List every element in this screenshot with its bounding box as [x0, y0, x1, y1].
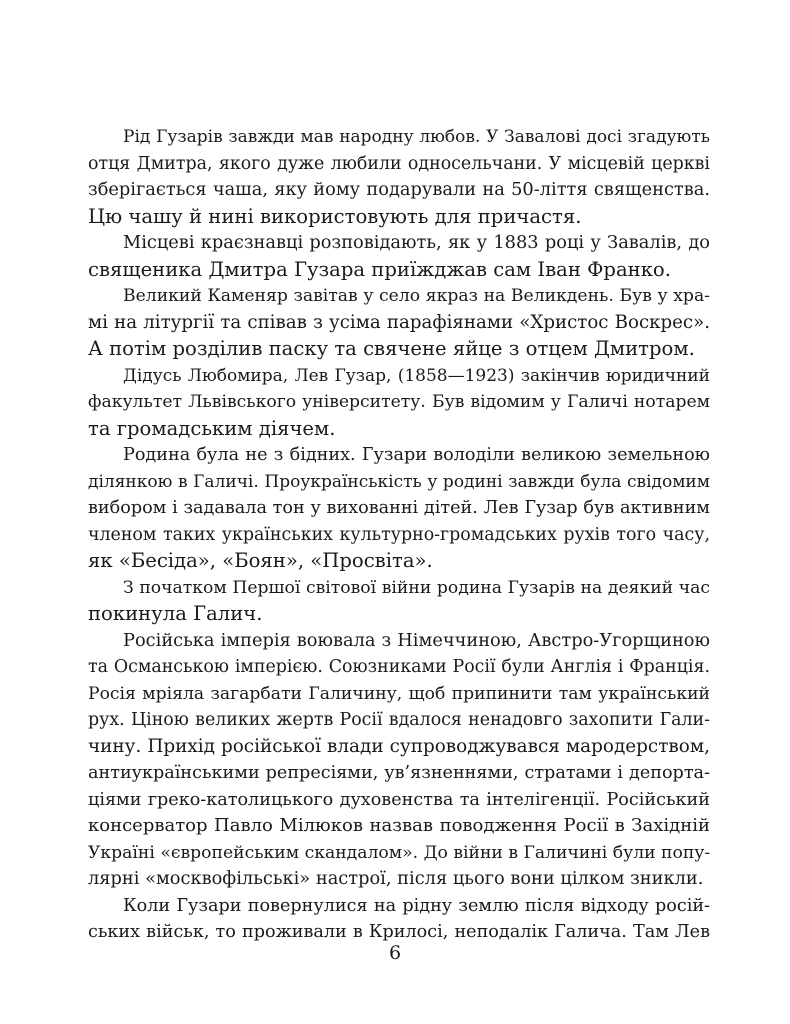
- text-line: Рід Гузарів завжди мав народну любов. У Завалові досі згадують: [123, 127, 710, 147]
- text-line: отця Дмитра, якого дуже любили односельчани. У місцевій церкві: [88, 153, 710, 174]
- text-line: мі на літургії та співав з усіма парафіянами «Христос Воскрес».: [88, 311, 710, 333]
- text-line: Україні «європейським скандалом». До війни в Галичині були попу-: [88, 842, 710, 863]
- body-text: [88, 124, 710, 946]
- text-line: рух. Ціною великих жертв Росії вдалося ненадовго захопити Гали-: [88, 710, 710, 730]
- text-line: Російська імперія воювала з Німеччиною, Австро-Угорщиною: [123, 629, 710, 651]
- page-number: 6: [388, 942, 402, 964]
- paragraph: [88, 442, 710, 575]
- text-line: Місцеві краєзнавці розповідають, як у 1883 році у Завалів, до: [123, 232, 710, 253]
- paragraph: [88, 575, 710, 628]
- text-line: Росія мріяла загарбати Галичину, щоб припинити там український: [88, 683, 710, 704]
- paragraph: [88, 893, 710, 946]
- text-line: чину. Прихід російської влади супроводжувався мародерством,: [88, 735, 710, 757]
- text-line: як «Бесіда», «Боян», «Просвіта».: [88, 549, 433, 572]
- text-line: Коли Гузари повернулися на рідну землю після відходу росій-: [123, 895, 710, 916]
- paragraph: [88, 363, 710, 443]
- text-line: ділянкою в Галичі. Проукраїнськість у родині завжди була свідомим: [88, 471, 710, 492]
- text-line: лярні «москвофільські» настрої, після цього вони цілком зникли.: [88, 868, 704, 889]
- text-line: Родина була не з бідних. Гузари володіли великою земельною: [123, 445, 710, 465]
- text-line: зберігається чаша, яку йому подарували на 50-ліття священства.: [88, 179, 710, 200]
- text-line: покинула Галич.: [88, 602, 263, 625]
- paragraph: [88, 124, 710, 230]
- text-line: З початком Першої світової війни родина Гузарів на деякий час: [123, 577, 710, 598]
- text-line: А потім розділив паску та свячене яйце з отцем Дмитром.: [88, 337, 695, 360]
- text-line: членом таких українських культурно-громадських рухів того часу,: [88, 524, 710, 545]
- text-line: факультет Львівського університету. Був відомим у Галичі нотарем: [88, 392, 710, 412]
- paragraph: [88, 628, 710, 893]
- text-line: вибором і задавала тон у вихованні дітей. Лев Гузар був активним: [88, 498, 710, 518]
- text-line: ських військ, то проживали в Крилосі, неподалік Галича. Там Лев: [88, 922, 710, 942]
- text-line: Великий Каменяр завітав у село якраз на Великдень. Був у хра-: [123, 286, 710, 306]
- paragraph: [88, 230, 710, 283]
- text-line: Цю чашу й нині використовують для причастя.: [88, 204, 582, 228]
- text-line: та Османською імперією. Союзниками Росії були Англія і Франція.: [88, 657, 710, 677]
- text-line: ціями греко-католицького духовенства та інтелігенції. Російський: [88, 789, 710, 810]
- text-line: та громадським діячем.: [88, 416, 336, 440]
- text-line: консерватор Павло Мілюков назвав поводження Росії в Західній: [88, 815, 710, 836]
- text-line: антиукраїнськими репресіями, ув’язненнями, стратами і депорта-: [88, 763, 710, 783]
- text-line: Дідусь Любомира, Лев Гузар, (1858—1923) закінчив юридичний: [123, 365, 710, 386]
- paragraph: [88, 283, 710, 363]
- text-line: священика Дмитра Гузара приїжджав сам Іван Франко.: [88, 257, 671, 281]
